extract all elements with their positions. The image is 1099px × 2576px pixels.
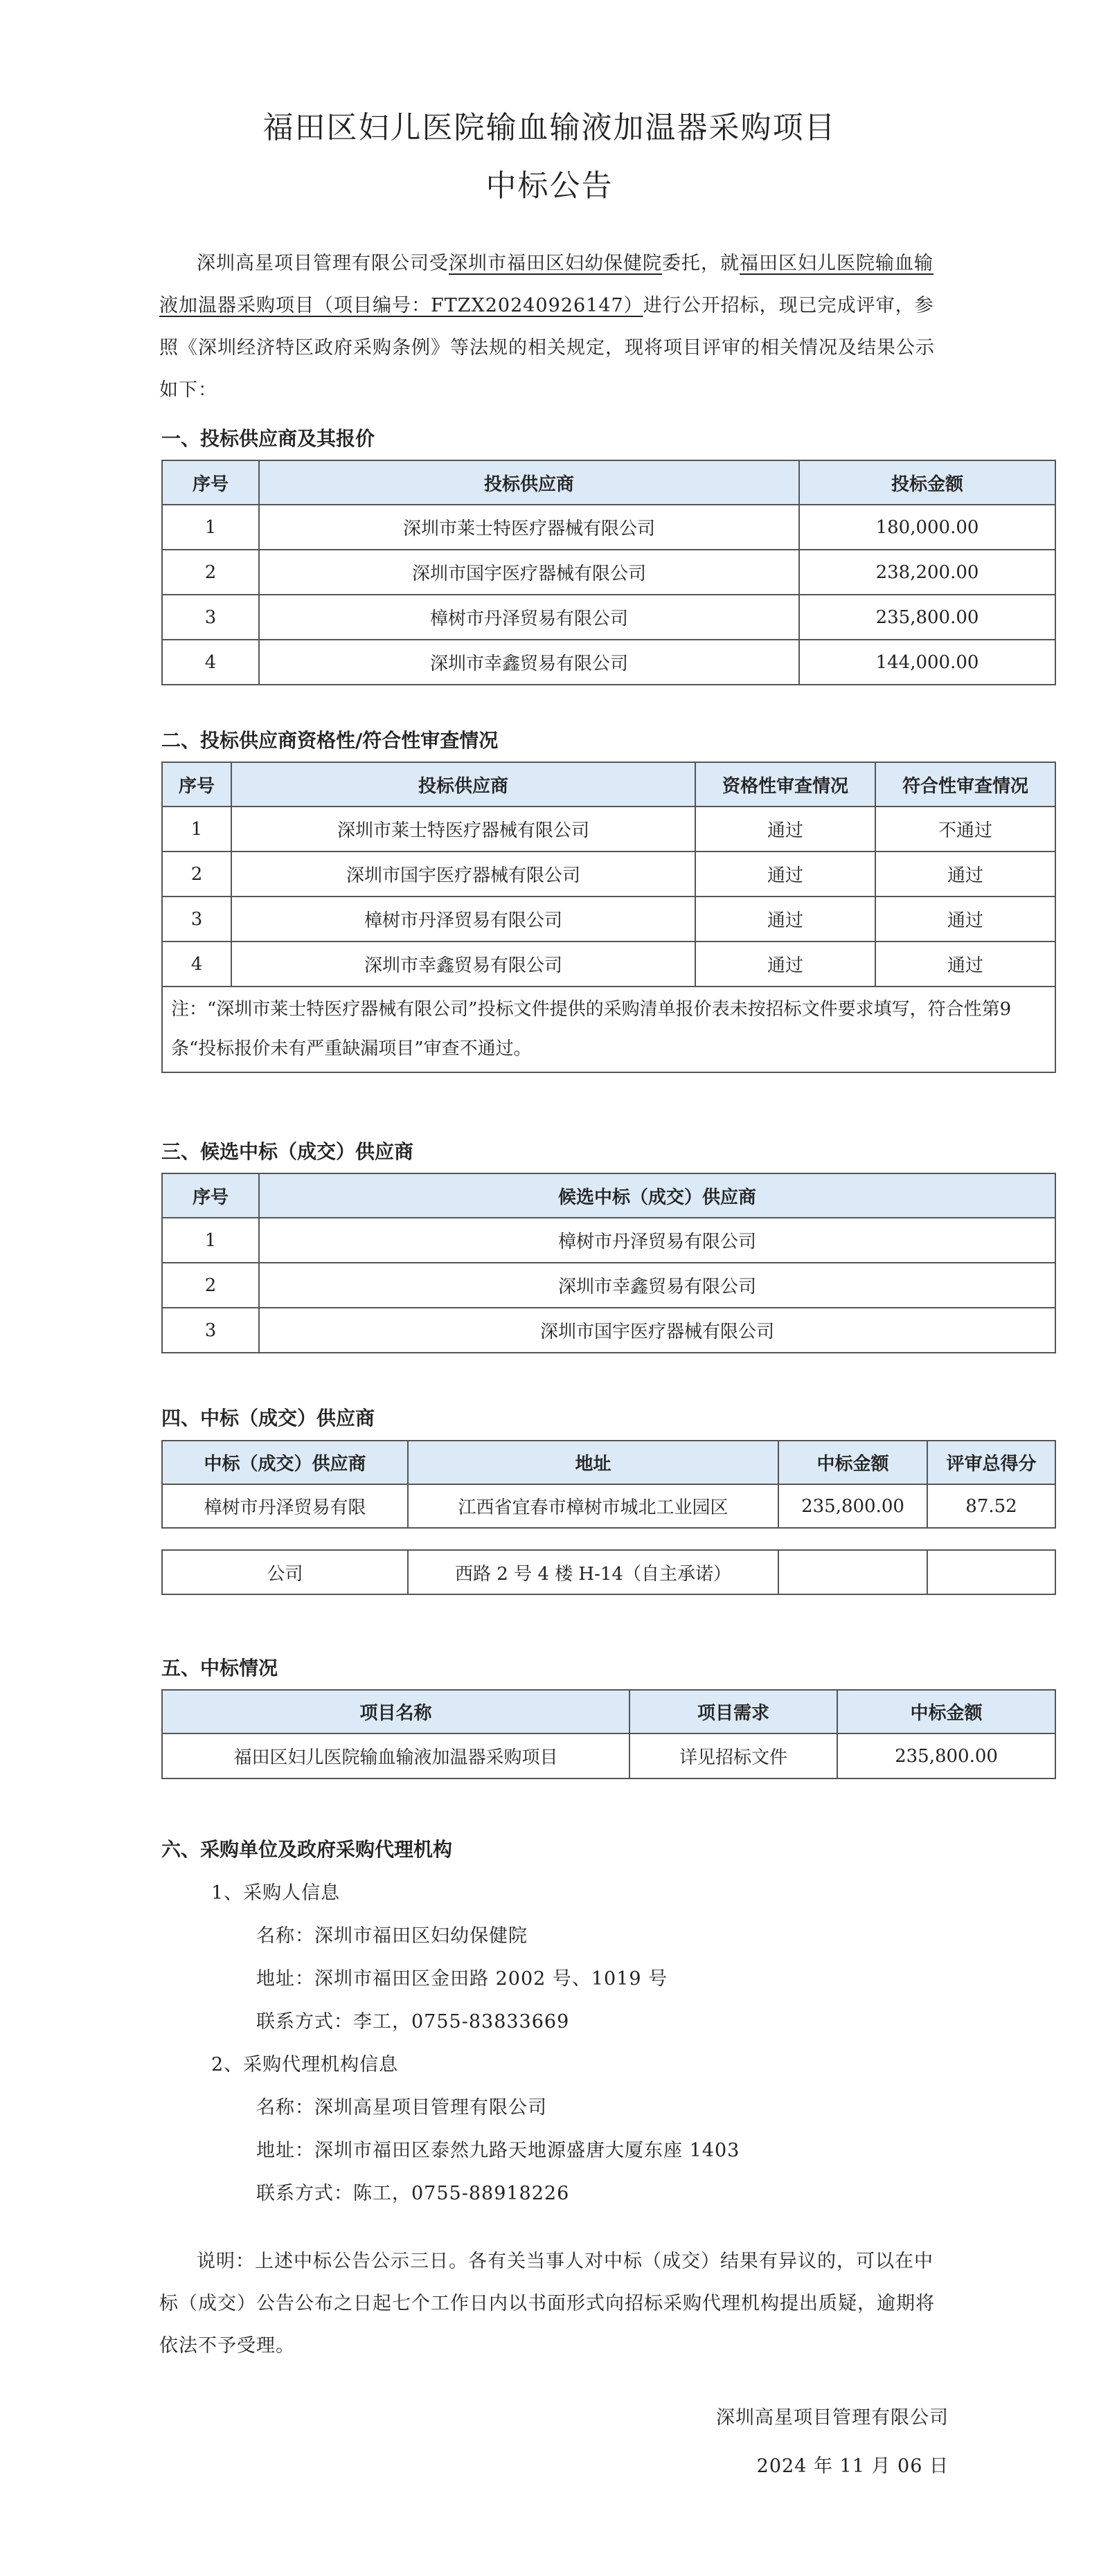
col-header: 资格性审查情况 — [695, 762, 875, 807]
cell: 87.52 — [927, 1484, 1055, 1528]
intro-mid: 委托，就 — [662, 253, 740, 274]
cell: 2 — [162, 550, 259, 595]
col-header: 评审总得分 — [927, 1441, 1055, 1484]
table-row — [162, 897, 1055, 942]
section-3-heading: 三、候选中标（成交）供应商 — [161, 1140, 414, 1163]
qualification-review-table — [161, 762, 1056, 1073]
col-header: 项目名称 — [162, 1690, 629, 1733]
intro-client: 深圳市福田区妇幼保健院 — [449, 253, 662, 274]
cell: 235,800.00 — [799, 595, 1055, 640]
cell: 1 — [162, 505, 259, 550]
section-2-heading: 二、投标供应商资格性/符合性审查情况 — [161, 729, 499, 752]
section-4-heading: 四、中标（成交）供应商 — [161, 1407, 375, 1430]
intro-project: 福田区妇儿医院输血输液加温器采购项目（项目编号：FTZX20240926147） — [159, 253, 933, 316]
cell: 深圳市莱士特医疗器械有限公司 — [259, 505, 799, 550]
table-row — [162, 640, 1055, 685]
table-row — [162, 852, 1055, 897]
agent-name: 名称：深圳高星项目管理有限公司 — [256, 2097, 547, 2118]
cell: 通过 — [875, 942, 1055, 987]
cell: 238,200.00 — [799, 550, 1055, 595]
explanation-paragraph: 说明：上述中标公告公示三日。各有关当事人对中标（成交）结果有异议的，可以在中标（成交）公告公布之日起七个工作日内以书面形式向招标采购代理机构提出质疑，逾期将依法不予受理。 — [159, 2251, 935, 2357]
cell: 1 — [162, 1218, 259, 1263]
col-header: 投标供应商 — [259, 460, 799, 505]
cell: 通过 — [875, 897, 1055, 942]
col-header: 序号 — [162, 460, 259, 505]
review-note: 注：“深圳市莱士特医疗器械有限公司”投标文件提供的采购清单报价表未按招标文件要求填写，符合性第9条“投标报价未有严重缺漏项目”审查不通过。 — [162, 987, 1055, 1072]
cell: 深圳市国宇医疗器械有限公司 — [231, 852, 695, 897]
cell: 144,000.00 — [799, 640, 1055, 685]
document-title: 福田区妇儿医院输血输液加温器采购项目 — [262, 110, 837, 145]
cell: 4 — [162, 640, 259, 685]
col-header: 符合性审查情况 — [875, 762, 1055, 807]
cell: 通过 — [695, 807, 875, 852]
signature-company: 深圳高星项目管理有限公司 — [716, 2407, 949, 2429]
buyer-contact: 联系方式：李工，0755-83833669 — [256, 2011, 570, 2033]
col-header: 投标供应商 — [231, 762, 695, 807]
award-table — [161, 1689, 1056, 1779]
cell: 3 — [162, 595, 259, 640]
table-row — [162, 505, 1055, 550]
col-header: 地址 — [408, 1441, 778, 1484]
cell: 深圳市国宇医疗器械有限公司 — [259, 1308, 1055, 1353]
table-header-row — [162, 1173, 1055, 1218]
section-1-heading: 一、投标供应商及其报价 — [161, 427, 375, 450]
table-row — [162, 807, 1055, 852]
buyer-name: 名称：深圳市福田区妇幼保健院 — [256, 1925, 528, 1947]
table-row — [162, 1550, 1055, 1594]
winning-supplier-table-continued — [161, 1549, 1056, 1595]
agent-address: 地址：深圳市福田区泰然九路天地源盛唐大厦东座 1403 — [256, 2140, 740, 2161]
cell: 通过 — [695, 942, 875, 987]
table-row — [162, 1484, 1055, 1528]
table-header-row — [162, 460, 1055, 505]
cell: 235,800.00 — [778, 1484, 927, 1528]
cell: 2 — [162, 1263, 259, 1308]
cell — [927, 1550, 1055, 1594]
table-row — [162, 1263, 1055, 1308]
section-6-heading: 六、采购单位及政府采购代理机构 — [161, 1838, 453, 1861]
cell: 深圳市莱士特医疗器械有限公司 — [231, 807, 695, 852]
winning-supplier-table — [161, 1440, 1056, 1529]
document-subtitle: 中标公告 — [485, 168, 614, 204]
buyer-address: 地址：深圳市福田区金田路 2002 号、1019 号 — [256, 1968, 668, 1990]
table-header-row — [162, 1441, 1055, 1484]
cell: 樟树市丹泽贸易有限公司 — [231, 897, 695, 942]
cell: 福田区妇儿医院输血输液加温器采购项目 — [162, 1733, 629, 1778]
cell: 通过 — [695, 897, 875, 942]
cell — [778, 1550, 927, 1594]
cell: 公司 — [162, 1550, 408, 1594]
table-row — [162, 1308, 1055, 1353]
col-header: 序号 — [162, 762, 231, 807]
intro-agent: 深圳高星项目管理有限公司受 — [197, 253, 449, 274]
col-header: 中标金额 — [778, 1441, 927, 1484]
cell: 3 — [162, 1308, 259, 1353]
cell: 樟树市丹泽贸易有限 — [162, 1484, 408, 1528]
cell: 深圳市幸鑫贸易有限公司 — [231, 942, 695, 987]
cell: 江西省宜春市樟树市城北工业园区 — [408, 1484, 778, 1528]
cell: 樟树市丹泽贸易有限公司 — [259, 595, 799, 640]
cell: 深圳市幸鑫贸易有限公司 — [259, 1263, 1055, 1308]
table-row — [162, 1733, 1055, 1778]
cell: 不通过 — [875, 807, 1055, 852]
cell: 通过 — [695, 852, 875, 897]
cell: 4 — [162, 942, 231, 987]
cell: 180,000.00 — [799, 505, 1055, 550]
table-row — [162, 942, 1055, 987]
agent-info-title: 2、采购代理机构信息 — [211, 2054, 399, 2075]
col-header: 项目需求 — [629, 1690, 837, 1733]
col-header: 序号 — [162, 1173, 259, 1218]
cell: 樟树市丹泽贸易有限公司 — [259, 1218, 1055, 1263]
note-row — [162, 987, 1055, 1072]
col-header: 候选中标（成交）供应商 — [259, 1173, 1055, 1218]
cell: 3 — [162, 897, 231, 942]
cell: 详见招标文件 — [629, 1733, 837, 1778]
cell: 通过 — [875, 852, 1055, 897]
signature-date: 2024 年 11 月 06 日 — [756, 2456, 949, 2477]
cell: 西路 2 号 4 楼 H-14（自主承诺） — [408, 1550, 778, 1594]
intro-paragraph — [159, 242, 949, 411]
col-header: 中标金额 — [837, 1690, 1055, 1733]
table-header-row — [162, 762, 1055, 807]
section-5-heading: 五、中标情况 — [161, 1657, 278, 1679]
table-row — [162, 595, 1055, 640]
agent-contact: 联系方式：陈工，0755-88918226 — [256, 2183, 570, 2204]
cell: 深圳市幸鑫贸易有限公司 — [259, 640, 799, 685]
table-header-row — [162, 1690, 1055, 1733]
cell: 1 — [162, 807, 231, 852]
candidate-table — [161, 1173, 1056, 1353]
table-row — [162, 550, 1055, 595]
table-row — [162, 1218, 1055, 1263]
bidder-price-table — [161, 460, 1056, 685]
col-header: 中标（成交）供应商 — [162, 1441, 408, 1484]
cell: 2 — [162, 852, 231, 897]
col-header: 投标金额 — [799, 460, 1055, 505]
buyer-info-title: 1、采购人信息 — [211, 1882, 341, 1904]
cell: 235,800.00 — [837, 1733, 1055, 1778]
intro-rest: 进行公开招标，现已完成评审，参照《深圳经济特区政府采购条例》等法规的相关规定，现将项目评审的相关情况及结果公示如下： — [159, 295, 935, 401]
cell: 深圳市国宇医疗器械有限公司 — [259, 550, 799, 595]
